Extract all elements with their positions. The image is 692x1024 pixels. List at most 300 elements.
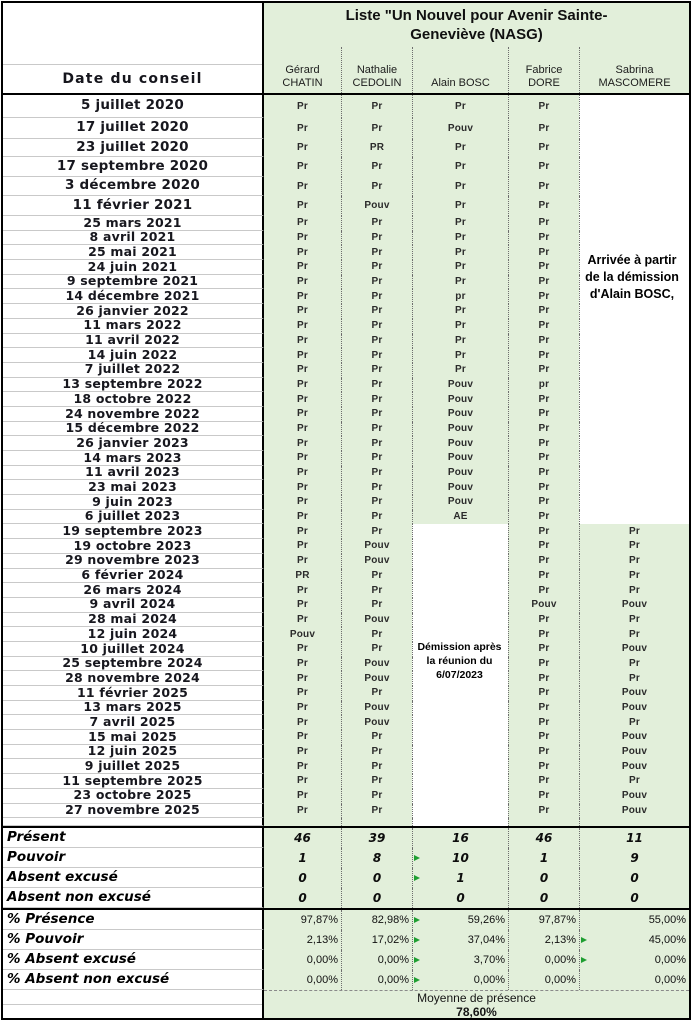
attendance-cell[interactable] (579, 422, 689, 437)
stat-cell[interactable]: 11 (579, 828, 689, 848)
attendance-cell[interactable] (579, 139, 689, 157)
date-cell[interactable]: 5 juillet 2020 (3, 95, 264, 118)
attendance-cell[interactable]: Pr (341, 334, 412, 349)
attendance-cell[interactable]: Pr (579, 671, 689, 686)
attendance-cell[interactable]: Pouv (579, 789, 689, 804)
attendance-cell[interactable] (412, 818, 508, 826)
attendance-cell[interactable]: PR (264, 569, 341, 584)
attendance-cell[interactable]: Pr (264, 539, 341, 554)
stat-cell[interactable]: 2,13% (508, 930, 579, 950)
attendance-cell[interactable]: Pr (264, 613, 341, 628)
attendance-cell[interactable]: Pouv (579, 759, 689, 774)
attendance-cell[interactable]: Pr (264, 231, 341, 246)
date-cell[interactable]: 18 octobre 2022 (3, 392, 264, 407)
attendance-cell[interactable]: Pr (508, 422, 579, 437)
attendance-cell[interactable]: Pr (264, 177, 341, 196)
date-cell[interactable]: 23 octobre 2025 (3, 789, 264, 804)
attendance-cell[interactable]: Pr (264, 701, 341, 716)
attendance-cell[interactable]: Pr (579, 524, 689, 539)
stat-cell[interactable]: 39 (341, 828, 412, 848)
attendance-cell[interactable]: Pr (579, 539, 689, 554)
stat-cell[interactable]: 45,00% (579, 930, 689, 950)
attendance-cell[interactable]: Pr (508, 671, 579, 686)
attendance-cell[interactable]: Pr (412, 275, 508, 290)
attendance-cell[interactable]: Pr (264, 378, 341, 393)
attendance-cell[interactable]: Pr (508, 95, 579, 118)
attendance-cell[interactable] (412, 774, 508, 789)
attendance-cell[interactable]: Pouv (341, 671, 412, 686)
attendance-cell[interactable]: Pouv (341, 701, 412, 716)
attendance-cell[interactable]: Pr (508, 348, 579, 363)
attendance-cell[interactable]: Pr (508, 583, 579, 598)
stat-cell[interactable]: 0,00% (264, 950, 341, 970)
attendance-cell[interactable] (579, 392, 689, 407)
attendance-cell[interactable]: Pr (264, 196, 341, 216)
attendance-cell[interactable] (579, 495, 689, 510)
date-cell[interactable]: 29 novembre 2023 (3, 554, 264, 569)
attendance-cell[interactable]: Pr (341, 245, 412, 260)
attendance-cell[interactable]: Pr (264, 139, 341, 157)
attendance-cell[interactable]: Pr (264, 715, 341, 730)
stat-cell[interactable]: 46 (264, 828, 341, 848)
average-presence-cell[interactable] (264, 990, 689, 1018)
attendance-cell[interactable]: Pr (412, 334, 508, 349)
attendance-cell[interactable]: Pr (579, 554, 689, 569)
attendance-cell[interactable]: Pr (412, 139, 508, 157)
attendance-cell[interactable]: Pouv (341, 539, 412, 554)
attendance-cell[interactable]: Pr (412, 319, 508, 334)
attendance-cell[interactable]: Pr (508, 759, 579, 774)
attendance-cell[interactable]: Pr (508, 524, 579, 539)
attendance-cell[interactable]: Pr (341, 759, 412, 774)
attendance-cell[interactable]: Pr (264, 495, 341, 510)
attendance-cell[interactable]: Pouv (412, 466, 508, 481)
attendance-cell[interactable]: Pr (508, 745, 579, 760)
attendance-cell[interactable]: Pouv (579, 686, 689, 701)
date-cell[interactable]: 6 février 2024 (3, 569, 264, 584)
date-cell[interactable]: 12 juin 2024 (3, 627, 264, 642)
stat-cell[interactable]: 16 (412, 828, 508, 848)
attendance-cell[interactable]: Pouv (341, 715, 412, 730)
date-cell[interactable]: 19 septembre 2023 (3, 524, 264, 539)
attendance-cell[interactable] (412, 730, 508, 745)
stat-cell[interactable]: 8 (341, 848, 412, 868)
attendance-cell[interactable]: Pr (341, 495, 412, 510)
attendance-cell[interactable]: Pr (412, 196, 508, 216)
attendance-cell[interactable]: Pr (508, 701, 579, 716)
attendance-cell[interactable]: Pr (508, 407, 579, 422)
attendance-cell[interactable] (412, 554, 508, 569)
attendance-cell[interactable] (412, 569, 508, 584)
attendance-cell[interactable]: PR (341, 139, 412, 157)
attendance-cell[interactable]: Pr (341, 569, 412, 584)
attendance-cell[interactable]: Pr (341, 392, 412, 407)
attendance-cell[interactable] (412, 524, 508, 539)
member-header[interactable]: Alain BOSC (412, 47, 508, 93)
attendance-cell[interactable]: Pr (508, 139, 579, 157)
attendance-cell[interactable] (412, 789, 508, 804)
stat-cell[interactable]: 0 (264, 888, 341, 908)
date-cell[interactable]: 9 juin 2023 (3, 495, 264, 510)
attendance-cell[interactable]: Pr (341, 642, 412, 657)
attendance-cell[interactable]: pr (412, 289, 508, 304)
attendance-cell[interactable]: Pouv (341, 613, 412, 628)
stat-cell[interactable]: 9 (579, 848, 689, 868)
date-cell[interactable]: 6 juillet 2023 (3, 510, 264, 525)
attendance-cell[interactable] (579, 480, 689, 495)
attendance-cell[interactable]: Pr (412, 157, 508, 177)
date-cell[interactable]: 17 septembre 2020 (3, 157, 264, 177)
attendance-cell[interactable]: Pr (341, 231, 412, 246)
attendance-cell[interactable]: pr (508, 378, 579, 393)
attendance-cell[interactable]: Pr (508, 118, 579, 139)
attendance-cell[interactable]: Pouv (412, 392, 508, 407)
attendance-cell[interactable]: Pouv (412, 436, 508, 451)
attendance-cell[interactable] (579, 334, 689, 349)
date-cell[interactable]: 28 novembre 2024 (3, 671, 264, 686)
date-cell[interactable]: 7 avril 2025 (3, 715, 264, 730)
stat-cell[interactable]: 46 (508, 828, 579, 848)
stat-cell[interactable]: 97,87% (508, 910, 579, 930)
date-cell[interactable]: 15 décembre 2022 (3, 422, 264, 437)
date-cell[interactable]: 11 février 2025 (3, 686, 264, 701)
attendance-cell[interactable]: Pr (579, 657, 689, 672)
attendance-cell[interactable]: Pr (264, 95, 341, 118)
attendance-cell[interactable] (579, 451, 689, 466)
attendance-cell[interactable]: Pr (264, 422, 341, 437)
attendance-cell[interactable]: Pr (579, 613, 689, 628)
attendance-cell[interactable]: Pr (264, 745, 341, 760)
attendance-cell[interactable]: Pr (341, 118, 412, 139)
attendance-cell[interactable]: Pr (508, 157, 579, 177)
attendance-cell[interactable]: Pouv (412, 495, 508, 510)
attendance-cell[interactable] (579, 818, 689, 826)
attendance-cell[interactable] (412, 701, 508, 716)
stat-cell[interactable]: 1 (264, 848, 341, 868)
date-cell[interactable]: 15 mai 2025 (3, 730, 264, 745)
attendance-cell[interactable]: Pr (341, 95, 412, 118)
attendance-cell[interactable]: Pr (264, 436, 341, 451)
attendance-cell[interactable]: Pr (508, 539, 579, 554)
attendance-cell[interactable]: Pr (264, 598, 341, 613)
attendance-cell[interactable]: Pr (579, 774, 689, 789)
date-cell[interactable]: 9 juillet 2025 (3, 759, 264, 774)
attendance-cell[interactable]: Pr (264, 480, 341, 495)
date-cell[interactable]: 11 avril 2023 (3, 466, 264, 481)
attendance-cell[interactable]: Pr (341, 627, 412, 642)
attendance-cell[interactable] (412, 804, 508, 819)
attendance-cell[interactable]: Pr (579, 627, 689, 642)
attendance-cell[interactable] (579, 319, 689, 334)
date-cell[interactable]: 9 avril 2024 (3, 598, 264, 613)
member-header[interactable]: Sabrina MASCOMERE (579, 47, 689, 93)
attendance-cell[interactable] (412, 745, 508, 760)
attendance-cell[interactable]: Pouv (341, 657, 412, 672)
attendance-cell[interactable]: Pr (341, 598, 412, 613)
attendance-cell[interactable]: Pr (264, 334, 341, 349)
date-cell[interactable]: 24 juin 2021 (3, 260, 264, 275)
attendance-cell[interactable]: Pr (341, 216, 412, 231)
date-cell[interactable]: 25 septembre 2024 (3, 657, 264, 672)
date-cell[interactable]: 11 février 2021 (3, 196, 264, 216)
attendance-cell[interactable]: Pr (264, 804, 341, 819)
attendance-cell[interactable]: Pr (341, 177, 412, 196)
attendance-cell[interactable] (412, 583, 508, 598)
attendance-cell[interactable]: Pr (341, 583, 412, 598)
attendance-cell[interactable] (579, 95, 689, 118)
attendance-cell[interactable]: Pr (264, 407, 341, 422)
attendance-cell[interactable]: Pouv (579, 598, 689, 613)
date-cell[interactable]: 9 septembre 2021 (3, 275, 264, 290)
attendance-cell[interactable]: Pouv (579, 804, 689, 819)
attendance-cell[interactable]: Pr (264, 466, 341, 481)
attendance-cell[interactable] (412, 715, 508, 730)
attendance-cell[interactable] (579, 466, 689, 481)
attendance-cell[interactable]: Pr (264, 524, 341, 539)
attendance-cell[interactable]: Pr (341, 422, 412, 437)
attendance-cell[interactable] (579, 407, 689, 422)
attendance-cell[interactable] (579, 118, 689, 139)
attendance-cell[interactable]: Pouv (508, 598, 579, 613)
attendance-cell[interactable] (412, 686, 508, 701)
date-cell[interactable]: 26 janvier 2022 (3, 304, 264, 319)
attendance-cell[interactable]: Pr (412, 231, 508, 246)
attendance-cell[interactable]: Pr (412, 245, 508, 260)
attendance-cell[interactable]: Pr (508, 334, 579, 349)
attendance-cell[interactable] (579, 348, 689, 363)
member-header[interactable]: Nathalie CEDOLIN (341, 47, 412, 93)
stat-cell[interactable]: 0,00% (579, 950, 689, 970)
attendance-cell[interactable]: Pr (341, 157, 412, 177)
attendance-cell[interactable]: Pr (412, 216, 508, 231)
attendance-cell[interactable]: Pouv (579, 642, 689, 657)
stat-cell[interactable]: 0 (508, 888, 579, 908)
attendance-cell[interactable]: Pr (341, 289, 412, 304)
attendance-cell[interactable]: Pr (341, 524, 412, 539)
attendance-cell[interactable]: Pr (264, 118, 341, 139)
attendance-cell[interactable]: Pouv (412, 422, 508, 437)
attendance-cell[interactable]: Pr (341, 363, 412, 378)
date-cell[interactable]: 17 juillet 2020 (3, 118, 264, 139)
attendance-cell[interactable]: Pr (341, 407, 412, 422)
attendance-cell[interactable] (579, 157, 689, 177)
attendance-cell[interactable]: Pr (508, 569, 579, 584)
attendance-cell[interactable]: Pr (264, 363, 341, 378)
stat-cell[interactable]: 1 (508, 848, 579, 868)
attendance-cell[interactable]: Pr (508, 642, 579, 657)
attendance-cell[interactable] (412, 613, 508, 628)
stat-cell[interactable]: 1 (412, 868, 508, 888)
attendance-cell[interactable]: Pouv (412, 407, 508, 422)
attendance-cell[interactable]: Pr (264, 157, 341, 177)
attendance-cell[interactable] (412, 759, 508, 774)
date-cell[interactable]: 10 juillet 2024 (3, 642, 264, 657)
stat-cell[interactable]: 0 (264, 868, 341, 888)
stat-cell[interactable]: 0 (579, 888, 689, 908)
attendance-cell[interactable]: Pr (264, 510, 341, 525)
attendance-cell[interactable]: Pr (508, 510, 579, 525)
date-cell[interactable]: 28 mai 2024 (3, 613, 264, 628)
attendance-cell[interactable]: Pr (508, 392, 579, 407)
attendance-cell[interactable]: Pr (264, 304, 341, 319)
stat-cell[interactable]: 97,87% (264, 910, 341, 930)
attendance-cell[interactable]: Pr (508, 289, 579, 304)
attendance-cell[interactable]: Pouv (264, 627, 341, 642)
stat-cell[interactable]: 0 (579, 868, 689, 888)
date-cell[interactable]: 8 avril 2021 (3, 231, 264, 246)
attendance-cell[interactable]: Pr (341, 466, 412, 481)
attendance-cell[interactable]: Pr (412, 260, 508, 275)
date-cell[interactable]: 14 juin 2022 (3, 348, 264, 363)
attendance-cell[interactable]: Pr (508, 554, 579, 569)
attendance-cell[interactable]: Pr (264, 451, 341, 466)
attendance-cell[interactable] (579, 231, 689, 246)
stat-cell[interactable]: 55,00% (579, 910, 689, 930)
date-cell[interactable]: 13 septembre 2022 (3, 378, 264, 393)
stat-cell[interactable]: 0 (412, 888, 508, 908)
stat-cell[interactable]: 2,13% (264, 930, 341, 950)
stat-cell[interactable]: 3,70% (412, 950, 508, 970)
date-cell[interactable]: 27 novembre 2025 (3, 804, 264, 819)
attendance-cell[interactable]: Pr (508, 260, 579, 275)
attendance-cell[interactable]: Pr (508, 495, 579, 510)
attendance-cell[interactable]: Pr (508, 715, 579, 730)
date-cell[interactable]: 11 avril 2022 (3, 334, 264, 349)
attendance-cell[interactable]: Pr (508, 627, 579, 642)
attendance-cell[interactable] (579, 196, 689, 216)
date-cell[interactable]: 7 juillet 2022 (3, 363, 264, 378)
attendance-cell[interactable]: Pouv (412, 378, 508, 393)
date-cell[interactable]: 12 juin 2025 (3, 745, 264, 760)
date-cell[interactable]: 14 mars 2023 (3, 451, 264, 466)
attendance-cell[interactable]: Pr (508, 363, 579, 378)
attendance-cell[interactable]: Pouv (341, 196, 412, 216)
attendance-cell[interactable]: Pr (412, 304, 508, 319)
attendance-cell[interactable]: Pr (264, 260, 341, 275)
attendance-cell[interactable]: Pr (264, 319, 341, 334)
attendance-cell[interactable] (264, 818, 341, 826)
attendance-cell[interactable]: Pr (412, 363, 508, 378)
date-cell[interactable]: 3 décembre 2020 (3, 177, 264, 196)
date-cell[interactable]: 11 mars 2022 (3, 319, 264, 334)
attendance-cell[interactable] (579, 216, 689, 231)
stat-cell[interactable]: 17,02% (341, 930, 412, 950)
attendance-cell[interactable]: Pr (412, 95, 508, 118)
stat-cell[interactable]: 0 (508, 868, 579, 888)
attendance-cell[interactable] (508, 818, 579, 826)
attendance-cell[interactable]: Pr (508, 613, 579, 628)
attendance-cell[interactable]: Pr (264, 348, 341, 363)
attendance-cell[interactable] (579, 378, 689, 393)
stat-cell[interactable]: 0 (341, 888, 412, 908)
date-cell[interactable]: 24 novembre 2022 (3, 407, 264, 422)
attendance-cell[interactable]: Pr (264, 686, 341, 701)
attendance-cell[interactable]: Pr (264, 392, 341, 407)
attendance-cell[interactable]: Pouv (579, 745, 689, 760)
stat-cell[interactable]: 0,00% (264, 970, 341, 990)
attendance-cell[interactable]: Pr (341, 510, 412, 525)
stat-cell[interactable]: 82,98% (341, 910, 412, 930)
attendance-cell[interactable]: Pr (264, 275, 341, 290)
attendance-cell[interactable]: Pr (412, 348, 508, 363)
attendance-cell[interactable] (579, 363, 689, 378)
member-header[interactable]: Fabrice DORE (508, 47, 579, 93)
date-column-header-cell[interactable] (3, 3, 264, 93)
attendance-cell[interactable] (412, 598, 508, 613)
attendance-cell[interactable]: Pr (264, 789, 341, 804)
attendance-cell[interactable]: Pr (264, 583, 341, 598)
attendance-cell[interactable]: Pr (508, 451, 579, 466)
stat-cell[interactable]: 0,00% (341, 970, 412, 990)
date-cell[interactable]: 13 mars 2025 (3, 701, 264, 716)
attendance-cell[interactable]: Pr (508, 774, 579, 789)
attendance-cell[interactable]: Pr (412, 177, 508, 196)
attendance-cell[interactable]: Pr (508, 657, 579, 672)
stat-cell[interactable]: 0,00% (508, 950, 579, 970)
attendance-cell[interactable]: AE (412, 510, 508, 525)
stat-cell[interactable]: 0,00% (579, 970, 689, 990)
attendance-cell[interactable]: Pouv (412, 451, 508, 466)
attendance-cell[interactable]: Pr (341, 804, 412, 819)
attendance-cell[interactable]: Pr (264, 671, 341, 686)
member-header[interactable]: Gérard CHATIN (282, 64, 323, 89)
date-cell[interactable]: 14 décembre 2021 (3, 289, 264, 304)
attendance-cell[interactable]: Pr (264, 245, 341, 260)
attendance-cell[interactable]: Pr (508, 196, 579, 216)
attendance-cell[interactable]: Pr (264, 554, 341, 569)
attendance-cell[interactable]: Pr (341, 260, 412, 275)
attendance-cell[interactable]: Pr (341, 730, 412, 745)
attendance-cell[interactable]: Pr (264, 774, 341, 789)
attendance-cell[interactable]: Pr (341, 774, 412, 789)
attendance-cell[interactable]: Pr (508, 480, 579, 495)
stat-cell[interactable]: 0,00% (341, 950, 412, 970)
date-cell[interactable]: 25 mai 2021 (3, 245, 264, 260)
attendance-cell[interactable]: Pr (264, 642, 341, 657)
attendance-cell[interactable]: Pr (341, 686, 412, 701)
attendance-cell[interactable]: Pouv (341, 554, 412, 569)
attendance-cell[interactable]: Pouv (579, 730, 689, 745)
attendance-cell[interactable]: Pr (264, 657, 341, 672)
attendance-cell[interactable]: Pr (579, 569, 689, 584)
attendance-cell[interactable]: Pr (264, 730, 341, 745)
stat-cell[interactable]: 10 (412, 848, 508, 868)
date-cell[interactable]: 26 janvier 2023 (3, 436, 264, 451)
attendance-cell[interactable]: Pr (508, 804, 579, 819)
attendance-cell[interactable]: Pr (508, 245, 579, 260)
attendance-cell[interactable]: Pr (341, 436, 412, 451)
attendance-cell[interactable]: Pr (508, 304, 579, 319)
date-cell[interactable]: 26 mars 2024 (3, 583, 264, 598)
attendance-cell[interactable]: Pr (508, 177, 579, 196)
date-cell[interactable]: 19 octobre 2023 (3, 539, 264, 554)
attendance-cell[interactable]: Pr (508, 231, 579, 246)
attendance-cell[interactable]: Pr (341, 378, 412, 393)
attendance-cell[interactable]: Pouv (412, 118, 508, 139)
attendance-cell[interactable]: Pr (508, 216, 579, 231)
attendance-cell[interactable]: Pr (341, 348, 412, 363)
stat-cell[interactable]: 0,00% (508, 970, 579, 990)
attendance-cell[interactable]: Pr (508, 466, 579, 481)
attendance-cell[interactable]: Pr (341, 789, 412, 804)
attendance-cell[interactable]: Pr (264, 759, 341, 774)
attendance-cell[interactable]: Pr (508, 730, 579, 745)
attendance-cell[interactable]: Pr (264, 216, 341, 231)
attendance-cell[interactable]: Pr (341, 304, 412, 319)
attendance-cell[interactable] (579, 510, 689, 525)
date-cell[interactable]: 25 mars 2021 (3, 216, 264, 231)
attendance-cell[interactable]: Pr (508, 686, 579, 701)
